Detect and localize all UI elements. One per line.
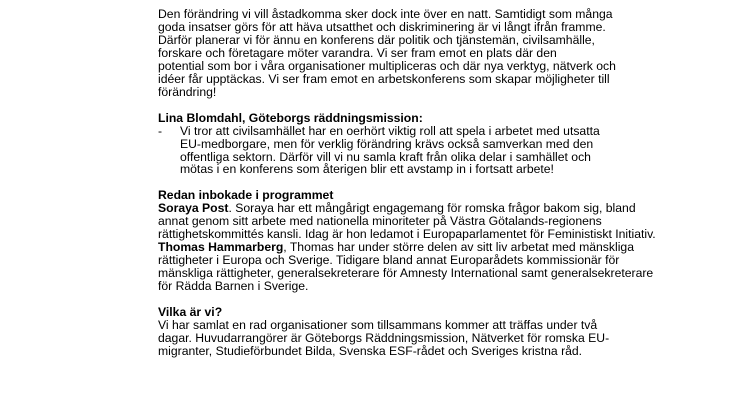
text-line: mötas i en konferens som återigen blir ett avstamp in i fortsatt arbete! — [180, 162, 554, 177]
quote-heading: Lina Blomdahl, Göteborgs räddningsmission: — [158, 110, 423, 125]
speaker-name: Soraya Post — [158, 201, 229, 216]
program-heading: Redan inbokade i programmet — [158, 188, 334, 203]
text-line: förändring! — [158, 84, 217, 99]
speaker-soraya-post — [158, 202, 698, 241]
quote-block — [158, 125, 698, 177]
text-line: mänskliga rättigheter, generalsekreterare för Amnesty International samt generalsekreterare — [158, 266, 654, 281]
who-heading: Vilka är vi? — [158, 305, 223, 320]
text-line: , Thomas har under större delen av sitt liv arbetat med mänskliga — [283, 240, 634, 255]
text-line: forskare och företagare möter varandra. Vi ser fram emot en plats där den — [158, 45, 557, 60]
text-line: Den förändring vi vill åstadkomma sker dock inte över en natt. Samtidigt som många — [158, 7, 613, 21]
text-line: migranter, Studieförbundet Bilda, Svenska ESF-rådet och Sveriges kristna råd. — [158, 343, 583, 358]
text-line: för Rädda Barnen i Sverige. — [158, 279, 309, 294]
intro-paragraph — [158, 8, 698, 99]
text-line: offentliga sektorn. Därför vill vi nu samla kraft från olika delar i samhället och — [180, 149, 591, 164]
text-line: rättighetskommittés kansli. Idag är hon ledamot i Europaparlamentet för Feministiskt Initiativ. — [158, 227, 656, 242]
document-page — [158, 8, 698, 358]
text-line: rättigheter i Europa och Sverige. Tidigare bland annat Europarådets kommissionär för — [158, 253, 620, 268]
text-line: potential som bor i våra organisationer multipliceras och där nya verktyg, nätverk och — [158, 58, 616, 73]
text-line: Vi har samlat en rad organisationer som tillsammans kommer att träffas under två — [158, 318, 598, 333]
speaker-name: Thomas Hammarberg — [158, 240, 284, 255]
text-line: Vi tror att civilsamhället har en oerhört viktig roll att spela i arbetet med utsatta — [180, 123, 600, 138]
text-line: dagar. Huvudarrangörer är Göteborgs Räddningsmission, Nätverket för romska EU- — [158, 330, 610, 345]
speaker-thomas-hammarberg — [158, 241, 698, 293]
who-paragraph — [158, 319, 698, 358]
text-line: idéer får upptäckas. Vi ser fram emot en arbetskonferens som skapar möjligheter till — [158, 71, 610, 86]
text-line: goda insatser görs för att häva utsatthet och diskriminering är vi långt ifrån framme. — [158, 19, 606, 34]
bullet-dash: - — [158, 123, 163, 138]
text-line: annat genom sitt arbete med nationella minoriteter på Västra Götalands-regionens — [158, 214, 602, 229]
text-line: . Soraya har ett mångårigt engagemang för romska frågor bakom sig, bland — [228, 201, 636, 216]
text-line: EU-medborgare, men för verklig förändring krävs också samverkan med den — [180, 136, 594, 151]
text-line: Därför planerar vi för ännu en konferens där politik och tjänstemän, civilsamhälle, — [158, 32, 595, 47]
